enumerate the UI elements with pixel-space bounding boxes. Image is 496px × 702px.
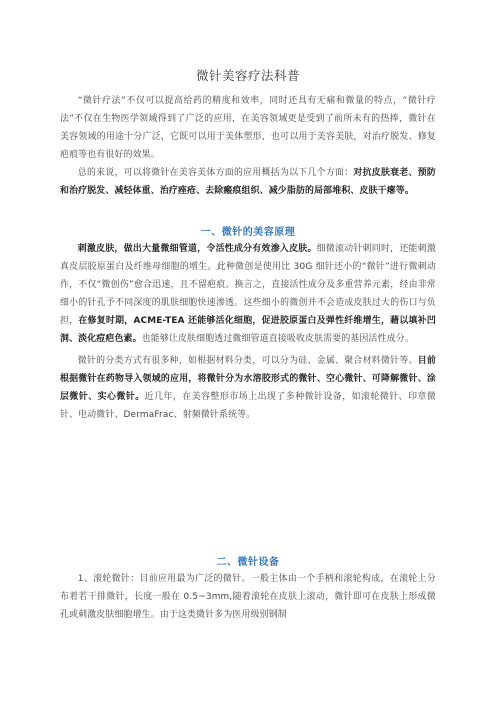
- section-1-heading: 一、微针的美容原理: [200, 227, 296, 238]
- section-2-paragraph-1: 1、滚轮微针：目前应用最为广泛的微针。一般主体由一个手柄和滚轮构成，在滚轮上分布着若干排微针，长度一般在 0.5~3mm,随着滚轮在皮肤上滚动，微针即可在皮肤上形成微孔或刺激皮肤细胞增生。由于这类微针多为医用级别钢制: [60, 574, 436, 620]
- section-1-paragraph-2: [60, 352, 436, 424]
- intro-paragraph-2-emphasis: 对抗皮肤衰老、预防和治疗脱发、减轻体重、治疗痤疮、去除瘢痕组织、减少脂肪的局部堆积、皮肤干瘪等。: [60, 168, 436, 196]
- section-1-p1-emphasis-a: 刺激皮肤，做出大量微细管道，令活性成分有效渗入皮肤。: [77, 244, 317, 254]
- intro-paragraph-2: [60, 164, 436, 200]
- section-1-p1-emphasis-b: 在修复时期，ACME-TEA 还能够活化细胞，促进胶原蛋白及弹性纤维增生，藉以填补凹洞、淡化痘疤色素。: [60, 316, 436, 344]
- section-1-p1-text-a: 细微滚动针刺同时，还能刺激真皮层胶原蛋白及纤维母细胞的增生。此种微创是使用比 30G 细针还小的“微针”进行微刺动作，不仅“微创伤”愈合迅速，且不留疤痕。换言之，直接活性成分及多重营养元素，经由非常细小的针孔予不同深度的肌肤细胞快速渗透。这些细小的微创并不会造成皮肤过大的伤口与负担，: [60, 244, 436, 326]
- section-1-paragraph-1: [60, 240, 436, 348]
- section-1-p2-text-a: 微针的分类方式有很多种，如根据材料分类，可以分为硅、金属、聚合材料微针等。: [77, 356, 418, 366]
- section-1-body: [60, 240, 436, 424]
- section-1-p2-emphasis: 目前根据微针在药物导入领域的应用，将微针分为水溶胶形式的微针、空心微针、可降解微针、涂层微针、实心微针。: [60, 356, 436, 402]
- section-2-heading: 二、微针设备: [216, 557, 280, 568]
- document-title: 微针美容疗法科普: [195, 68, 300, 83]
- intro-section: [60, 92, 436, 200]
- intro-paragraph-2-text: 总的来说，可以将微针在美容美体方面的应用概括为以下几个方面：: [77, 168, 354, 178]
- section-1-p2-text-b: 近几年，在美容整形市场上出现了多种微针设备，如滚轮微针、印章微针、电动微针、DermaFrac、射频微针系统等。: [60, 392, 436, 420]
- intro-paragraph-1: “微针疗法”不仅可以提高给药的精度和效率，同时还具有无痛和微量的特点，“微针疗法”不仅在生物医学领域得到了广泛的应用，在美容领域更是受到了前所未有的热捧，微针在美容领域的用途十分广泛，它既可以用于美体塑形，也可以用于美容美肤，对治疗脱发、修复疤痕等也有很好的效果。: [60, 96, 436, 160]
- section-1-p1-text-b: 也能够让皮肤细胞透过微细管道直接吸收皮肤需要的基因活性成分。: [141, 334, 414, 344]
- section-2-body: [60, 570, 436, 624]
